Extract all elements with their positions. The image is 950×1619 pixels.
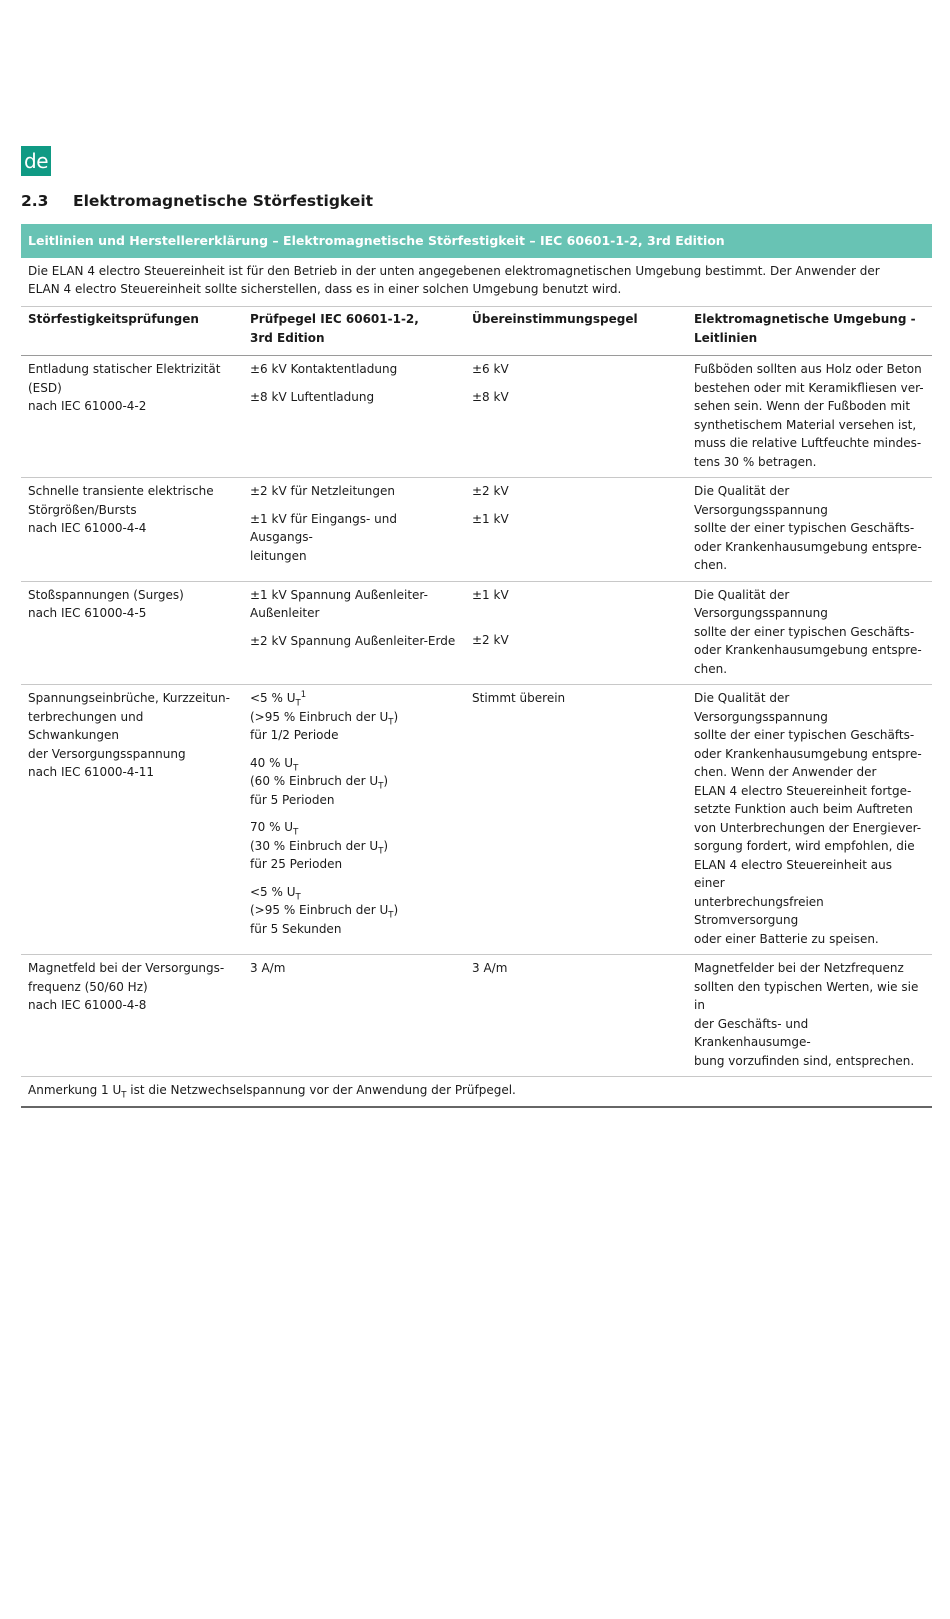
value-text: 40 % U (250, 755, 294, 770)
cell-line: Die Qualität der Versorgungsspannung (694, 691, 828, 724)
test-cell (21, 685, 243, 955)
cell-line: muss die relative Luftfeuchte mindes- (694, 436, 922, 450)
section-number: 2.3 (21, 192, 49, 210)
cell-line: synthetischem Material versehen ist, (694, 417, 917, 432)
section-heading (21, 192, 373, 210)
cell-line: ±2 kV Spannung Außenleiter-Erde (250, 633, 456, 648)
value-text: <5 % U (250, 691, 296, 705)
dip-text: (>95 % Einbruch der U (250, 709, 389, 724)
cell-line: der Versorgungsspannung (28, 746, 186, 761)
dip-duration: für 5 Perioden (250, 792, 335, 807)
note-text: ist die Netzwechselspannung vor der Anwendung der Prüfpegel. (126, 1083, 516, 1097)
subscript: T (293, 827, 299, 838)
header-line: Leitlinien (694, 330, 758, 345)
test-level-cell (243, 356, 465, 478)
cell-line: Die Qualität der Versorgungsspannung (694, 587, 828, 620)
test-cell (21, 478, 243, 582)
table-row (21, 581, 932, 685)
cell-line: terbrechungen und Schwankungen (28, 709, 144, 742)
environment-cell (687, 478, 932, 582)
environment-cell (687, 955, 932, 1077)
cell-line: unterbrechungsfreien Stromversorgung (694, 894, 824, 927)
dip-level-dip (250, 772, 458, 791)
cell-line: sollte der einer typischen Geschäfts- (694, 728, 915, 742)
environment-cell (687, 581, 932, 685)
cell-line: sollte der einer typischen Geschäfts- (694, 521, 915, 535)
compliance-cell (465, 478, 687, 582)
header-test-level (243, 307, 465, 356)
cell-line: nach IEC 61000-4-11 (28, 765, 155, 779)
dip-text: (>95 % Einbruch der U (250, 903, 389, 917)
cell-line: oder Krankenhausumgebung entspre- (694, 643, 922, 657)
subscript: T (293, 762, 299, 773)
test-level-cell (243, 581, 465, 685)
cell-line: Spannungseinbrüche, Kurzzeitun- (28, 691, 230, 705)
cell-line: Magnetfeld bei der Versorgungs- (28, 961, 225, 975)
cell-line: Schnelle transiente elektrische (28, 484, 214, 498)
cell-line: ±1 kV für Eingangs- und Ausgangs- (250, 511, 397, 544)
cell-line: ±1 kV (472, 587, 509, 602)
cell-line: ±2 kV für Netzleitungen (250, 484, 395, 498)
cell-line: sorgung fordert, wird empfohlen, die (694, 839, 915, 853)
dip-text: ) (383, 838, 389, 853)
note-text: Anmerkung 1 U (28, 1083, 122, 1097)
cell-line: leitungen (250, 548, 307, 563)
dip-level-dip (250, 837, 458, 856)
test-level-cell (243, 478, 465, 582)
subscript: T (378, 781, 384, 792)
cell-line: von Unterbrechungen der Energiever- (694, 820, 922, 835)
language-badge: de (21, 146, 51, 176)
test-level-cell (243, 685, 465, 955)
subscript: T (388, 716, 394, 727)
header-compliance: Übereinstimmungspegel (465, 307, 687, 356)
cell-line: ELAN 4 electro Steuereinheit fortge- (694, 783, 912, 798)
cell-line: ±8 kV (472, 389, 509, 404)
dip-level-dip (250, 901, 458, 920)
environment-cell (687, 356, 932, 478)
value-text: <5 % U (250, 884, 296, 899)
dip-level-value (250, 754, 458, 773)
header-test: Störfestigkeitsprüfungen (21, 307, 243, 356)
dip-text: ) (393, 709, 399, 724)
compliance-cell (465, 581, 687, 685)
header-line: Elektromagnetische Umgebung - (694, 312, 916, 326)
cell-line: oder einer Batterie zu speisen. (694, 931, 879, 946)
compliance-cell (465, 685, 687, 955)
compliance-cell (465, 356, 687, 478)
dip-level-dip (250, 708, 458, 727)
header-environment (687, 307, 932, 356)
cell-line: der Geschäfts- und Krankenhausumge- (694, 1016, 811, 1049)
cell-line: (ESD) (28, 380, 62, 395)
cell-line: Fußböden sollten aus Holz oder Beton (694, 362, 922, 376)
dip-level-value (250, 818, 458, 837)
compliance-cell (465, 955, 687, 1077)
header-line: 3rd Edition (250, 330, 325, 345)
dip-level-value (250, 689, 458, 708)
cell-line: 3 A/m (472, 961, 508, 975)
cell-line: oder Krankenhausumgebung entspre- (694, 539, 922, 554)
cell-line: frequenz (50/60 Hz) (28, 979, 148, 994)
dip-duration: für 1/2 Periode (250, 728, 339, 742)
cell-line: oder Krankenhausumgebung entspre- (694, 746, 922, 761)
cell-line: ±6 kV Kontaktentladung (250, 362, 398, 376)
cell-line: sollten den typischen Werten, wie sie in (694, 979, 919, 1012)
cell-line: sehen sein. Wenn der Fußboden mit (694, 399, 911, 413)
cell-line: nach IEC 61000-4-4 (28, 521, 147, 535)
table-banner: Leitlinien und Herstellererklärung – Elektromagnetische Störfestigkeit – IEC 60601-1-2, 3rd Edition (21, 224, 932, 258)
cell-line: nach IEC 61000-4-5 (28, 606, 147, 620)
cell-line: setzte Funktion auch beim Auftreten (694, 802, 913, 816)
cell-line: ±2 kV (472, 484, 509, 498)
section-title: Elektromagnetische Störfestigkeit (73, 192, 374, 210)
subscript: T (388, 910, 394, 921)
table-note (21, 1077, 932, 1107)
dip-text: ) (393, 903, 399, 917)
test-level-cell (243, 955, 465, 1077)
cell-line: ±1 kV (472, 511, 509, 526)
cell-line: chen. (694, 661, 728, 676)
test-cell (21, 356, 243, 478)
table-note-row (21, 1077, 932, 1107)
table-row (21, 356, 932, 478)
immunity-table (21, 306, 932, 1108)
table-row (21, 685, 932, 955)
cell-line: Die Qualität der Versorgungsspannung (694, 484, 828, 517)
cell-line: bung vorzufinden sind, entsprechen. (694, 1053, 915, 1068)
intro-line: Die ELAN 4 electro Steuereinheit ist für den Betrieb in der unten angegebenen elektromagnetischen Umgebung bestimmt. Der Anwender der (28, 264, 880, 278)
dip-duration: für 25 Perioden (250, 857, 343, 871)
test-cell (21, 581, 243, 685)
cell-line: ±2 kV (472, 633, 509, 647)
cell-line: chen. Wenn der Anwender der (694, 765, 877, 779)
subscript: T (295, 891, 301, 902)
cell-line: chen. (694, 558, 728, 572)
cell-line: Entladung statischer Elektrizität (28, 362, 221, 376)
test-cell (21, 955, 243, 1077)
dip-text: (30 % Einbruch der U (250, 838, 379, 853)
intro-line: ELAN 4 electro Steuereinheit sollte sicherstellen, dass es in einer solchen Umgebung benutzt wird. (28, 282, 622, 296)
environment-cell (687, 685, 932, 955)
cell-line: nach IEC 61000-4-8 (28, 998, 147, 1012)
intro-text (21, 262, 932, 298)
cell-line: Magnetfelder bei der Netzfrequenz (694, 961, 904, 975)
cell-line: bestehen oder mit Keramikfliesen ver- (694, 380, 924, 395)
header-line: Prüfpegel IEC 60601-1-2, (250, 312, 419, 326)
cell-line: tens 30 % betragen. (694, 454, 817, 469)
table-row (21, 955, 932, 1077)
cell-line: ±6 kV (472, 362, 509, 376)
subscript: T (378, 845, 384, 856)
dip-text: ) (383, 774, 389, 788)
cell-line: Stoßspannungen (Surges) (28, 587, 184, 602)
cell-line: ±8 kV Luftentladung (250, 389, 375, 404)
cell-line: sollte der einer typischen Geschäfts- (694, 624, 915, 639)
cell-line: ELAN 4 electro Steuereinheit aus einer (694, 857, 892, 890)
cell-line: 3 A/m (250, 961, 286, 975)
table-row (21, 478, 932, 582)
dip-level-value (250, 883, 458, 902)
subscript: T (295, 698, 301, 709)
cell-line: Stimmt überein (472, 691, 566, 705)
dip-duration: für 5 Sekunden (250, 921, 342, 936)
dip-text: (60 % Einbruch der U (250, 774, 379, 788)
cell-line: nach IEC 61000-4-2 (28, 399, 147, 413)
footnote-ref: 1 (300, 690, 307, 700)
subscript: T (121, 1090, 127, 1101)
cell-line: Außenleiter (250, 606, 320, 620)
cell-line: Störgrößen/Bursts (28, 502, 137, 517)
cell-line: ±1 kV Spannung Außenleiter- (250, 587, 428, 602)
value-text: 70 % U (250, 820, 294, 834)
table-header-row (21, 307, 932, 356)
